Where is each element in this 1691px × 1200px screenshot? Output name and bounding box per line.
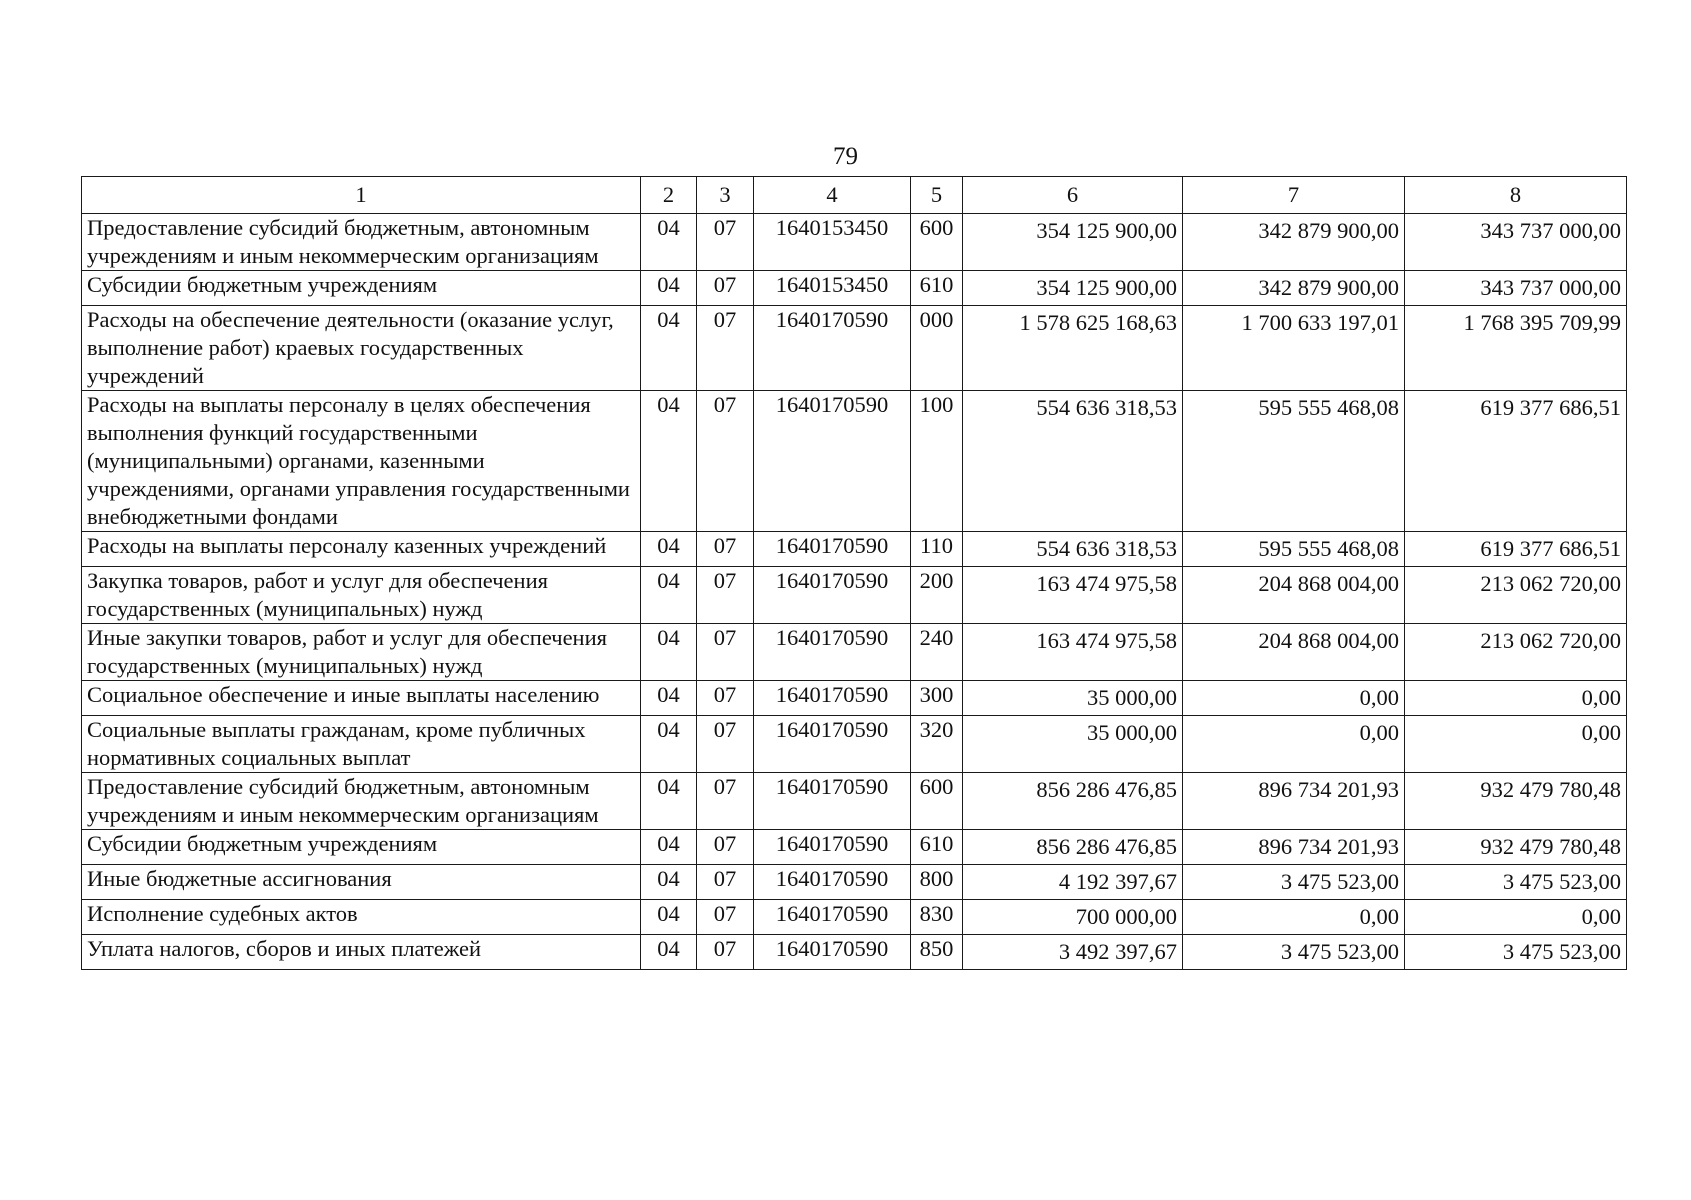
row-target-article: 1640170590 xyxy=(754,830,911,865)
row-amount-col6-value: 354 125 900,00 xyxy=(1036,218,1177,243)
header-col-5: 5 xyxy=(911,177,963,214)
row-amount-col7 xyxy=(1183,567,1405,624)
row-amount-col6-value: 554 636 318,53 xyxy=(1036,395,1177,420)
row-subsection: 07 xyxy=(697,624,754,681)
row-amount-col7 xyxy=(1183,935,1405,970)
row-amount-col6 xyxy=(963,532,1183,567)
row-subsection: 07 xyxy=(697,865,754,900)
table-row xyxy=(82,865,1627,900)
row-amount-col6 xyxy=(963,214,1183,271)
row-target-article: 1640170590 xyxy=(754,681,911,716)
row-amount-col7-value: 204 868 004,00 xyxy=(1258,571,1399,596)
row-amount-col7 xyxy=(1183,306,1405,391)
table-row xyxy=(82,773,1627,830)
row-section: 04 xyxy=(641,271,697,306)
row-expense-type: 100 xyxy=(911,391,963,532)
row-name: Иные бюджетные ассигнования xyxy=(82,865,641,900)
header-col-7: 7 xyxy=(1183,177,1405,214)
row-section: 04 xyxy=(641,567,697,624)
row-name: Исполнение судебных актов xyxy=(82,900,641,935)
row-section: 04 xyxy=(641,214,697,271)
row-amount-col7 xyxy=(1183,716,1405,773)
budget-table xyxy=(81,176,1627,970)
header-col-6: 6 xyxy=(963,177,1183,214)
row-amount-col7 xyxy=(1183,532,1405,567)
row-amount-col8 xyxy=(1405,567,1627,624)
row-section: 04 xyxy=(641,306,697,391)
page-number: 79 xyxy=(833,143,858,170)
row-amount-col8 xyxy=(1405,271,1627,306)
row-amount-col6-value: 1 578 625 168,63 xyxy=(1019,310,1177,335)
row-subsection: 07 xyxy=(697,935,754,970)
table-header xyxy=(82,177,1627,214)
row-expense-type: 300 xyxy=(911,681,963,716)
row-amount-col6 xyxy=(963,391,1183,532)
header-col-8: 8 xyxy=(1405,177,1627,214)
row-amount-col6 xyxy=(963,306,1183,391)
row-amount-col6-value: 163 474 975,58 xyxy=(1036,628,1177,653)
row-amount-col6 xyxy=(963,935,1183,970)
table-row xyxy=(82,271,1627,306)
row-amount-col8 xyxy=(1405,391,1627,532)
row-amount-col6 xyxy=(963,830,1183,865)
row-amount-col6-value: 4 192 397,67 xyxy=(1058,869,1177,894)
row-section: 04 xyxy=(641,773,697,830)
row-amount-col8-value: 343 737 000,00 xyxy=(1480,218,1621,243)
row-name: Субсидии бюджетным учреждениям xyxy=(82,271,641,306)
row-target-article: 1640153450 xyxy=(754,214,911,271)
row-amount-col8 xyxy=(1405,624,1627,681)
row-subsection: 07 xyxy=(697,716,754,773)
row-amount-col8 xyxy=(1405,900,1627,935)
row-amount-col8-value: 213 062 720,00 xyxy=(1480,628,1621,653)
row-amount-col6-value: 35 000,00 xyxy=(1087,685,1177,710)
row-expense-type: 800 xyxy=(911,865,963,900)
row-section: 04 xyxy=(641,624,697,681)
row-expense-type: 110 xyxy=(911,532,963,567)
row-amount-col6 xyxy=(963,681,1183,716)
row-subsection: 07 xyxy=(697,271,754,306)
row-name: Закупка товаров, работ и услуг для обеспечения государственных (муниципальных) нужд xyxy=(82,567,641,624)
row-subsection: 07 xyxy=(697,567,754,624)
row-section: 04 xyxy=(641,391,697,532)
table-row xyxy=(82,681,1627,716)
table-row xyxy=(82,935,1627,970)
row-name: Расходы на обеспечение деятельности (оказание услуг, выполнение работ) краевых государственных учреждений xyxy=(82,306,641,391)
row-amount-col7 xyxy=(1183,271,1405,306)
row-amount-col7-value: 0,00 xyxy=(1359,720,1399,745)
row-name: Расходы на выплаты персоналу в целях обеспечения выполнения функций государственными (муниципальными) органами, казенными учреждениями, органами управления государственными внебюджетными фондами xyxy=(82,391,641,532)
row-subsection: 07 xyxy=(697,391,754,532)
row-name: Социальные выплаты гражданам, кроме публичных нормативных социальных выплат xyxy=(82,716,641,773)
row-amount-col7 xyxy=(1183,214,1405,271)
row-amount-col8 xyxy=(1405,830,1627,865)
row-amount-col8-value: 932 479 780,48 xyxy=(1480,834,1621,859)
row-amount-col6-value: 856 286 476,85 xyxy=(1036,834,1177,859)
row-amount-col7-value: 3 475 523,00 xyxy=(1280,869,1399,894)
table-row xyxy=(82,391,1627,532)
row-amount-col8-value: 932 479 780,48 xyxy=(1480,777,1621,802)
row-subsection: 07 xyxy=(697,306,754,391)
table-row xyxy=(82,532,1627,567)
header-col-2: 2 xyxy=(641,177,697,214)
row-amount-col8-value: 0,00 xyxy=(1581,720,1621,745)
row-target-article: 1640170590 xyxy=(754,935,911,970)
row-amount-col8-value: 0,00 xyxy=(1581,904,1621,929)
row-subsection: 07 xyxy=(697,900,754,935)
row-amount-col7 xyxy=(1183,391,1405,532)
row-amount-col6-value: 354 125 900,00 xyxy=(1036,275,1177,300)
row-name: Социальное обеспечение и иные выплаты населению xyxy=(82,681,641,716)
row-section: 04 xyxy=(641,900,697,935)
table-row xyxy=(82,624,1627,681)
header-col-1: 1 xyxy=(82,177,641,214)
row-name: Субсидии бюджетным учреждениям xyxy=(82,830,641,865)
row-amount-col7-value: 896 734 201,93 xyxy=(1258,834,1399,859)
row-amount-col7 xyxy=(1183,830,1405,865)
table-row xyxy=(82,830,1627,865)
table-row xyxy=(82,900,1627,935)
table-row xyxy=(82,716,1627,773)
row-amount-col8 xyxy=(1405,935,1627,970)
row-amount-col6-value: 700 000,00 xyxy=(1075,904,1177,929)
row-name: Расходы на выплаты персоналу казенных учреждений xyxy=(82,532,641,567)
row-amount-col7 xyxy=(1183,865,1405,900)
row-amount-col6-value: 35 000,00 xyxy=(1087,720,1177,745)
table-row xyxy=(82,214,1627,271)
row-section: 04 xyxy=(641,716,697,773)
row-amount-col7-value: 1 700 633 197,01 xyxy=(1241,310,1399,335)
row-amount-col8 xyxy=(1405,306,1627,391)
row-amount-col8-value: 3 475 523,00 xyxy=(1502,869,1621,894)
row-amount-col8-value: 619 377 686,51 xyxy=(1480,395,1621,420)
row-amount-col6 xyxy=(963,624,1183,681)
table-row xyxy=(82,567,1627,624)
row-target-article: 1640153450 xyxy=(754,271,911,306)
row-amount-col7 xyxy=(1183,681,1405,716)
row-expense-type: 850 xyxy=(911,935,963,970)
row-amount-col7-value: 342 879 900,00 xyxy=(1258,275,1399,300)
row-amount-col8-value: 1 768 395 709,99 xyxy=(1463,310,1621,335)
row-amount-col6 xyxy=(963,271,1183,306)
row-amount-col7-value: 896 734 201,93 xyxy=(1258,777,1399,802)
row-amount-col8 xyxy=(1405,716,1627,773)
row-amount-col8 xyxy=(1405,773,1627,830)
row-amount-col6 xyxy=(963,567,1183,624)
row-section: 04 xyxy=(641,532,697,567)
row-amount-col8 xyxy=(1405,532,1627,567)
row-subsection: 07 xyxy=(697,830,754,865)
row-subsection: 07 xyxy=(697,532,754,567)
row-subsection: 07 xyxy=(697,773,754,830)
table-row xyxy=(82,306,1627,391)
row-name: Уплата налогов, сборов и иных платежей xyxy=(82,935,641,970)
row-section: 04 xyxy=(641,865,697,900)
row-amount-col7-value: 3 475 523,00 xyxy=(1280,939,1399,964)
row-amount-col6 xyxy=(963,900,1183,935)
row-amount-col7-value: 595 555 468,08 xyxy=(1258,536,1399,561)
table-body xyxy=(82,214,1627,970)
row-expense-type: 600 xyxy=(911,214,963,271)
row-target-article: 1640170590 xyxy=(754,716,911,773)
row-section: 04 xyxy=(641,830,697,865)
row-amount-col8 xyxy=(1405,865,1627,900)
row-expense-type: 240 xyxy=(911,624,963,681)
row-amount-col8-value: 213 062 720,00 xyxy=(1480,571,1621,596)
row-section: 04 xyxy=(641,935,697,970)
row-amount-col7-value: 204 868 004,00 xyxy=(1258,628,1399,653)
row-expense-type: 610 xyxy=(911,271,963,306)
row-target-article: 1640170590 xyxy=(754,773,911,830)
row-expense-type: 200 xyxy=(911,567,963,624)
header-row xyxy=(82,177,1627,214)
row-amount-col7 xyxy=(1183,624,1405,681)
row-expense-type: 320 xyxy=(911,716,963,773)
row-expense-type: 000 xyxy=(911,306,963,391)
row-amount-col6-value: 3 492 397,67 xyxy=(1058,939,1177,964)
row-target-article: 1640170590 xyxy=(754,532,911,567)
row-subsection: 07 xyxy=(697,214,754,271)
row-amount-col7-value: 0,00 xyxy=(1359,904,1399,929)
row-expense-type: 600 xyxy=(911,773,963,830)
row-section: 04 xyxy=(641,681,697,716)
row-amount-col7-value: 342 879 900,00 xyxy=(1258,218,1399,243)
row-amount-col6 xyxy=(963,773,1183,830)
header-col-4: 4 xyxy=(754,177,911,214)
row-target-article: 1640170590 xyxy=(754,391,911,532)
row-target-article: 1640170590 xyxy=(754,624,911,681)
row-amount-col7-value: 0,00 xyxy=(1359,685,1399,710)
row-target-article: 1640170590 xyxy=(754,865,911,900)
row-amount-col8-value: 343 737 000,00 xyxy=(1480,275,1621,300)
row-amount-col6-value: 163 474 975,58 xyxy=(1036,571,1177,596)
header-col-3: 3 xyxy=(697,177,754,214)
row-target-article: 1640170590 xyxy=(754,900,911,935)
row-amount-col8-value: 619 377 686,51 xyxy=(1480,536,1621,561)
row-expense-type: 830 xyxy=(911,900,963,935)
row-amount-col6 xyxy=(963,865,1183,900)
row-target-article: 1640170590 xyxy=(754,306,911,391)
row-amount-col6-value: 554 636 318,53 xyxy=(1036,536,1177,561)
row-amount-col6 xyxy=(963,716,1183,773)
row-name: Иные закупки товаров, работ и услуг для обеспечения государственных (муниципальных) нужд xyxy=(82,624,641,681)
row-amount-col7 xyxy=(1183,900,1405,935)
row-expense-type: 610 xyxy=(911,830,963,865)
row-amount-col8 xyxy=(1405,681,1627,716)
row-subsection: 07 xyxy=(697,681,754,716)
row-amount-col6-value: 856 286 476,85 xyxy=(1036,777,1177,802)
row-name: Предоставление субсидий бюджетным, автономным учреждениям и иным некоммерческим организациям xyxy=(82,773,641,830)
row-amount-col7 xyxy=(1183,773,1405,830)
row-amount-col8-value: 0,00 xyxy=(1581,685,1621,710)
row-amount-col8-value: 3 475 523,00 xyxy=(1502,939,1621,964)
row-amount-col7-value: 595 555 468,08 xyxy=(1258,395,1399,420)
row-amount-col8 xyxy=(1405,214,1627,271)
row-target-article: 1640170590 xyxy=(754,567,911,624)
row-name: Предоставление субсидий бюджетным, автономным учреждениям и иным некоммерческим организациям xyxy=(82,214,641,271)
